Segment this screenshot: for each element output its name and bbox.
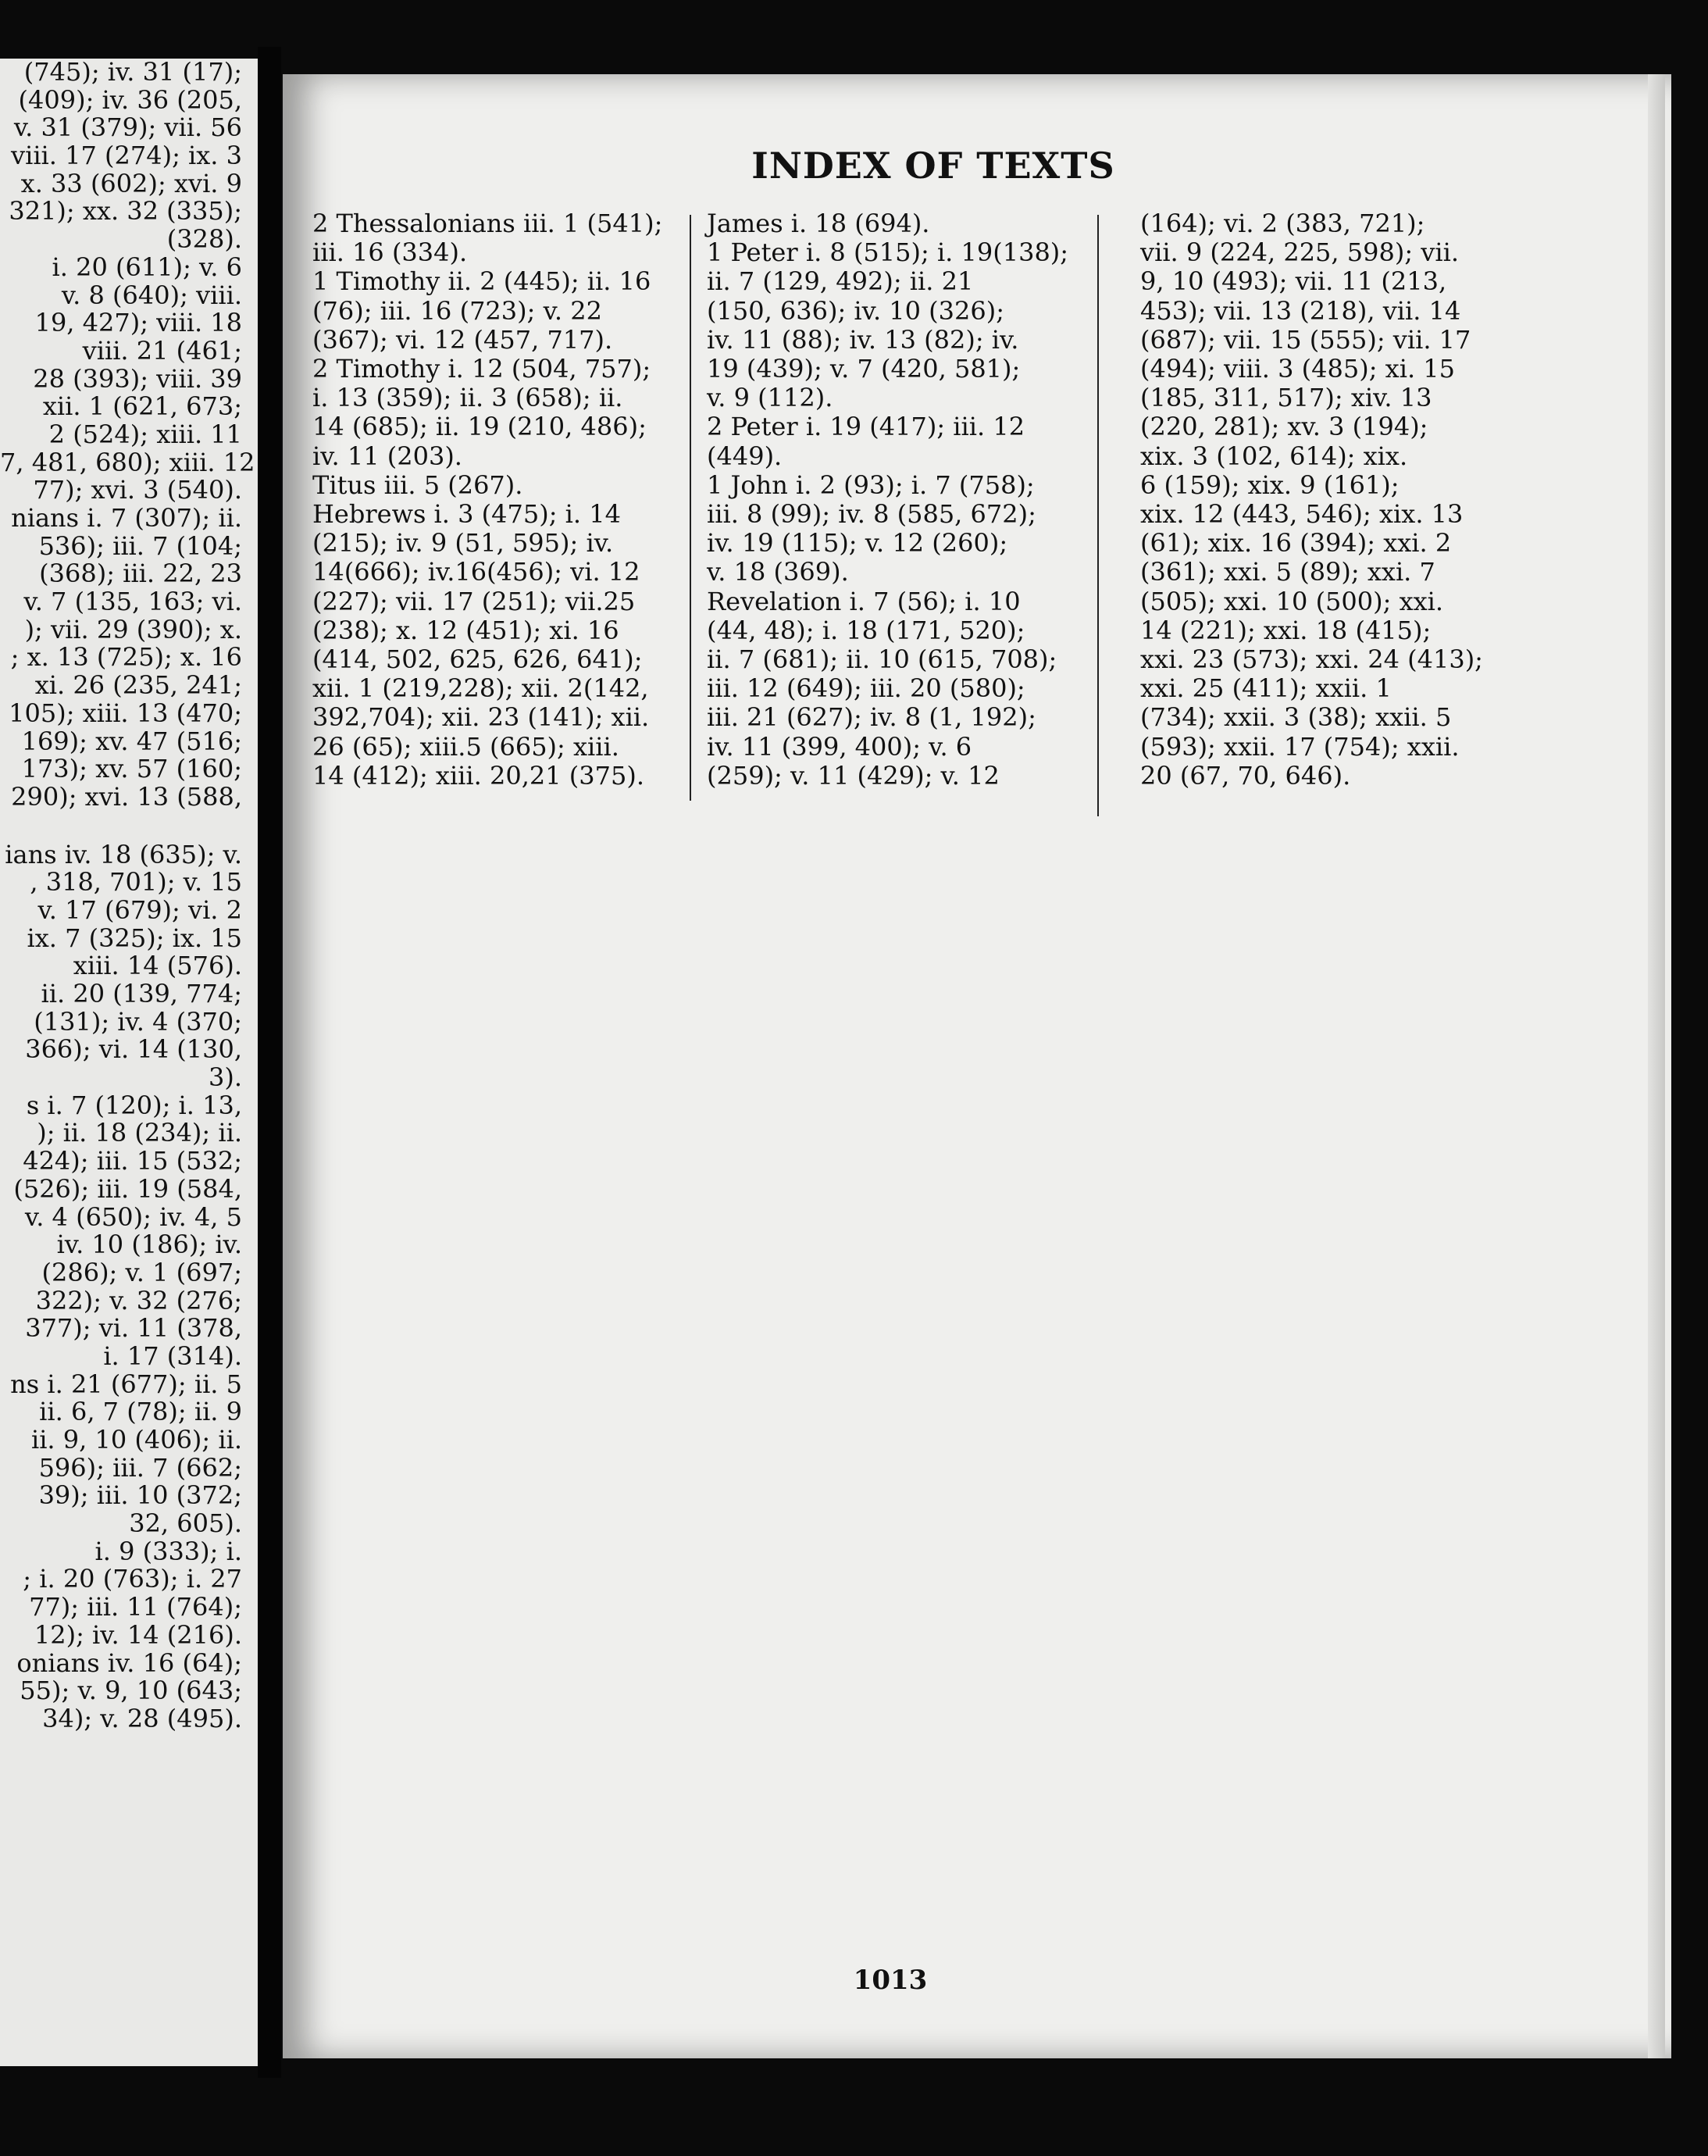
left-index-line: (409); iv. 36 (205,: [18, 84, 242, 115]
index-line: 14(666); iv.16(456); vi. 12: [312, 557, 640, 587]
index-line: ii. 7 (681); ii. 10 (615, 708);: [707, 644, 1057, 675]
index-line: (44, 48); i. 18 (171, 520);: [707, 615, 1025, 645]
left-index-line: 39); iii. 10 (372;: [38, 1480, 242, 1511]
index-entry: [312, 209, 678, 267]
left-index-line: 7, 481, 680); xiii. 12: [0, 447, 255, 477]
left-index-line: 28 (393); viii. 39: [33, 363, 242, 394]
left-index-line: 366); vi. 14 (130,: [25, 1034, 242, 1065]
index-line: ii. 7 (129, 492); ii. 21: [707, 266, 974, 297]
index-line: iii. 12 (649); iii. 20 (580);: [707, 673, 1025, 704]
left-index-line: , 318, 701); v. 15: [30, 867, 242, 898]
left-index-line: (286); v. 1 (697;: [41, 1257, 242, 1287]
left-index-line: (745); iv. 31 (17);: [23, 59, 242, 87]
left-index-line: viii. 17 (274); ix. 3: [11, 141, 242, 171]
index-line: (76); iii. 16 (723); v. 22: [312, 295, 602, 326]
left-index-line: 377); vi. 11 (378,: [25, 1313, 242, 1344]
index-line: (687); vii. 15 (555); vii. 17: [1140, 324, 1471, 355]
left-index-line: ); ii. 18 (234); ii.: [37, 1118, 242, 1148]
left-index-line: ii. 9, 10 (406); ii.: [30, 1425, 242, 1455]
index-entry: [707, 209, 1088, 238]
left-page: [0, 59, 258, 2066]
left-index-line: 34); v. 28 (495).: [42, 1703, 242, 1733]
left-index-line: 321); xx. 32 (335);: [9, 196, 242, 227]
index-line: 6 (159); xix. 9 (161);: [1140, 469, 1400, 500]
index-entry: [312, 267, 678, 355]
left-index-line: 105); xiii. 13 (470;: [9, 698, 242, 728]
left-index-line: x. 33 (602); xvi. 9: [20, 168, 242, 198]
index-column-1: [312, 209, 678, 791]
index-entry: [312, 471, 678, 500]
index-line: 14 (412); xiii. 20,21 (375).: [312, 760, 644, 791]
left-index-line: i. 17 (314).: [103, 1340, 242, 1371]
left-index-line: v. 31 (379); vii. 56: [13, 112, 242, 143]
index-entry: [707, 587, 1088, 791]
index-line: 2 Thessalonians iii. 1 (541);: [312, 209, 663, 238]
left-index-line: s i. 7 (120); i. 13,: [26, 1090, 242, 1120]
left-index-line: xii. 1 (621, 673;: [42, 391, 242, 422]
index-line: Titus iii. 5 (267).: [312, 469, 523, 500]
page-number: 1013: [853, 1965, 928, 1996]
left-index-line: v. 17 (679); vi. 2: [37, 894, 242, 925]
index-line: (227); vii. 17 (251); vii.25: [312, 586, 636, 616]
column-divider: [690, 215, 691, 801]
index-line: v. 18 (369).: [707, 557, 849, 587]
index-line: vii. 9 (224, 225, 598); vii.: [1140, 237, 1459, 268]
left-index-line: viii. 21 (461;: [82, 335, 242, 366]
left-index-line: ns i. 21 (677); ii. 5: [10, 1369, 242, 1399]
left-index-line: (526); iii. 19 (584,: [13, 1173, 242, 1204]
index-line: 2 Timothy i. 12 (504, 757);: [312, 354, 651, 384]
index-line: xxi. 25 (411); xxii. 1: [1140, 673, 1392, 704]
index-line: 1 Peter i. 8 (515); i. 19(138);: [707, 237, 1069, 268]
left-index-line: v. 4 (650); iv. 4, 5: [24, 1201, 242, 1232]
index-entry: [312, 355, 678, 471]
index-line: (164); vi. 2 (383, 721);: [1140, 209, 1425, 238]
index-entry: [707, 412, 1088, 470]
index-line: 2 Peter i. 19 (417); iii. 12: [707, 412, 1025, 442]
index-line: xix. 12 (443, 546); xix. 13: [1140, 499, 1464, 530]
index-line: (215); iv. 9 (51, 595); iv.: [312, 528, 614, 559]
left-index-line: 55); v. 9, 10 (643;: [20, 1676, 242, 1706]
left-index-line: ii. 20 (139, 774;: [41, 979, 242, 1008]
index-line: (367); vi. 12 (457, 717).: [312, 324, 613, 355]
left-index-line: 12); iv. 14 (216).: [34, 1619, 242, 1650]
left-index-line: 169); xv. 47 (516;: [21, 726, 242, 756]
index-line: 20 (67, 70, 646).: [1140, 760, 1351, 791]
left-page-text: [0, 59, 255, 1733]
left-index-line: 19, 427); viii. 18: [34, 308, 242, 338]
left-index-line: ; x. 13 (725); x. 16: [10, 642, 242, 673]
index-entry: [1140, 209, 1507, 791]
page-title: INDEX OF TEXTS: [751, 145, 1115, 187]
index-line: (238); x. 12 (451); xi. 16: [312, 615, 619, 645]
left-index-line: ii. 6, 7 (78); ii. 9: [39, 1397, 242, 1427]
index-line: 19 (439); v. 7 (420, 581);: [707, 354, 1021, 384]
index-line: iii. 21 (627); iv. 8 (1, 192);: [707, 702, 1036, 733]
index-line: iii. 16 (334).: [312, 237, 468, 268]
index-line: xix. 3 (102, 614); xix.: [1140, 441, 1408, 471]
left-index-line: v. 7 (135, 163; vi.: [23, 587, 242, 617]
index-line: (185, 311, 517); xiv. 13: [1140, 383, 1432, 413]
left-index-line: onians iv. 16 (64);: [16, 1647, 242, 1678]
index-line: iii. 8 (99); iv. 8 (585, 672);: [707, 499, 1036, 530]
index-line: (150, 636); iv. 10 (326);: [707, 295, 1004, 326]
index-line: (259); v. 11 (429); v. 12: [707, 760, 1000, 791]
left-index-line: i. 20 (611); v. 6: [52, 252, 242, 282]
left-index-line: (368); iii. 22, 23: [39, 559, 242, 589]
index-line: 14 (685); ii. 19 (210, 486);: [312, 412, 647, 442]
index-line: iv. 11 (203).: [312, 441, 462, 471]
index-line: (734); xxii. 3 (38); xxii. 5: [1140, 702, 1452, 733]
left-index-line: 77); iii. 11 (764);: [29, 1592, 242, 1622]
left-index-line: 290); xvi. 13 (588,: [11, 781, 242, 812]
left-index-line: 3).: [208, 1062, 242, 1093]
book-gutter: [258, 47, 281, 2078]
left-index-line: xi. 26 (235, 241;: [34, 670, 242, 701]
left-index-line: 536); iii. 7 (104;: [38, 530, 242, 561]
index-line: (220, 281); xv. 3 (194);: [1140, 412, 1428, 442]
column-divider: [1097, 215, 1099, 816]
index-line: 14 (221); xxi. 18 (415);: [1140, 615, 1432, 645]
index-line: Hebrews i. 3 (475); i. 14: [312, 499, 621, 530]
left-index-line: 322); v. 32 (276;: [35, 1285, 242, 1315]
left-index-line: 77); xvi. 3 (540).: [33, 475, 242, 505]
left-index-line: 424); iii. 15 (532;: [23, 1146, 242, 1176]
index-line: (505); xxi. 10 (500); xxi.: [1140, 586, 1444, 616]
left-index-line: 32, 605).: [129, 1508, 242, 1539]
index-line: iv. 11 (88); iv. 13 (82); iv.: [707, 324, 1019, 355]
left-index-line: 173); xv. 57 (160;: [21, 754, 242, 784]
index-line: (449).: [707, 441, 783, 471]
index-entry: [707, 238, 1088, 412]
index-line: (414, 502, 625, 626, 641);: [312, 644, 643, 675]
left-index-line: i. 9 (333); i.: [94, 1536, 242, 1566]
index-line: James i. 18 (694).: [707, 209, 930, 238]
left-index-line: iv. 10 (186); iv.: [56, 1230, 242, 1260]
left-index-line: [0, 812, 242, 841]
left-index-line: xiii. 14 (576).: [73, 951, 242, 981]
index-line: iv. 11 (399, 400); v. 6: [707, 731, 972, 762]
index-line: Revelation i. 7 (56); i. 10: [707, 586, 1021, 616]
index-line: (593); xxii. 17 (754); xxii.: [1140, 731, 1460, 762]
left-index-line: (328).: [166, 224, 242, 255]
left-index-line: ians iv. 18 (635); v.: [5, 839, 242, 869]
left-index-line: 596); iii. 7 (662;: [38, 1452, 242, 1483]
index-line: xii. 1 (219,228); xii. 2(142,: [312, 673, 649, 704]
index-line: 9, 10 (493); vii. 11 (213,: [1140, 266, 1447, 297]
index-entry: [707, 471, 1088, 587]
left-index-line: ; i. 20 (763); i. 27: [23, 1564, 242, 1594]
index-line: (361); xxi. 5 (89); xxi. 7: [1140, 557, 1435, 587]
index-line: xxi. 23 (573); xxi. 24 (413);: [1140, 644, 1483, 675]
index-line: 26 (65); xiii.5 (665); xiii.: [312, 731, 619, 762]
index-line: v. 9 (112).: [707, 383, 833, 413]
index-line: 1 Timothy ii. 2 (445); ii. 16: [312, 266, 651, 297]
index-column-3: [1140, 209, 1507, 791]
left-index-line: (131); iv. 4 (370;: [34, 1006, 242, 1037]
index-line: i. 13 (359); ii. 3 (658); ii.: [312, 383, 623, 413]
index-line: 392,704); xii. 23 (141); xii.: [312, 702, 650, 733]
index-entry: [312, 500, 678, 791]
index-line: (61); xix. 16 (394); xxi. 2: [1140, 528, 1452, 559]
index-line: iv. 19 (115); v. 12 (260);: [707, 528, 1008, 559]
index-column-2: [707, 209, 1088, 791]
left-index-line: nians i. 7 (307); ii.: [11, 503, 242, 533]
page-edge: [1648, 74, 1665, 2058]
left-index-line: 2 (524); xiii. 11: [48, 419, 242, 449]
left-index-line: v. 8 (640); viii.: [61, 280, 242, 310]
index-line: 1 John i. 2 (93); i. 7 (758);: [707, 469, 1035, 500]
left-index-line: ); vii. 29 (390); x.: [24, 614, 242, 644]
left-index-line: ix. 7 (325); ix. 15: [27, 923, 242, 953]
index-line: 453); vii. 13 (218), vii. 14: [1140, 295, 1461, 326]
index-line: (494); viii. 3 (485); xi. 15: [1140, 354, 1455, 384]
